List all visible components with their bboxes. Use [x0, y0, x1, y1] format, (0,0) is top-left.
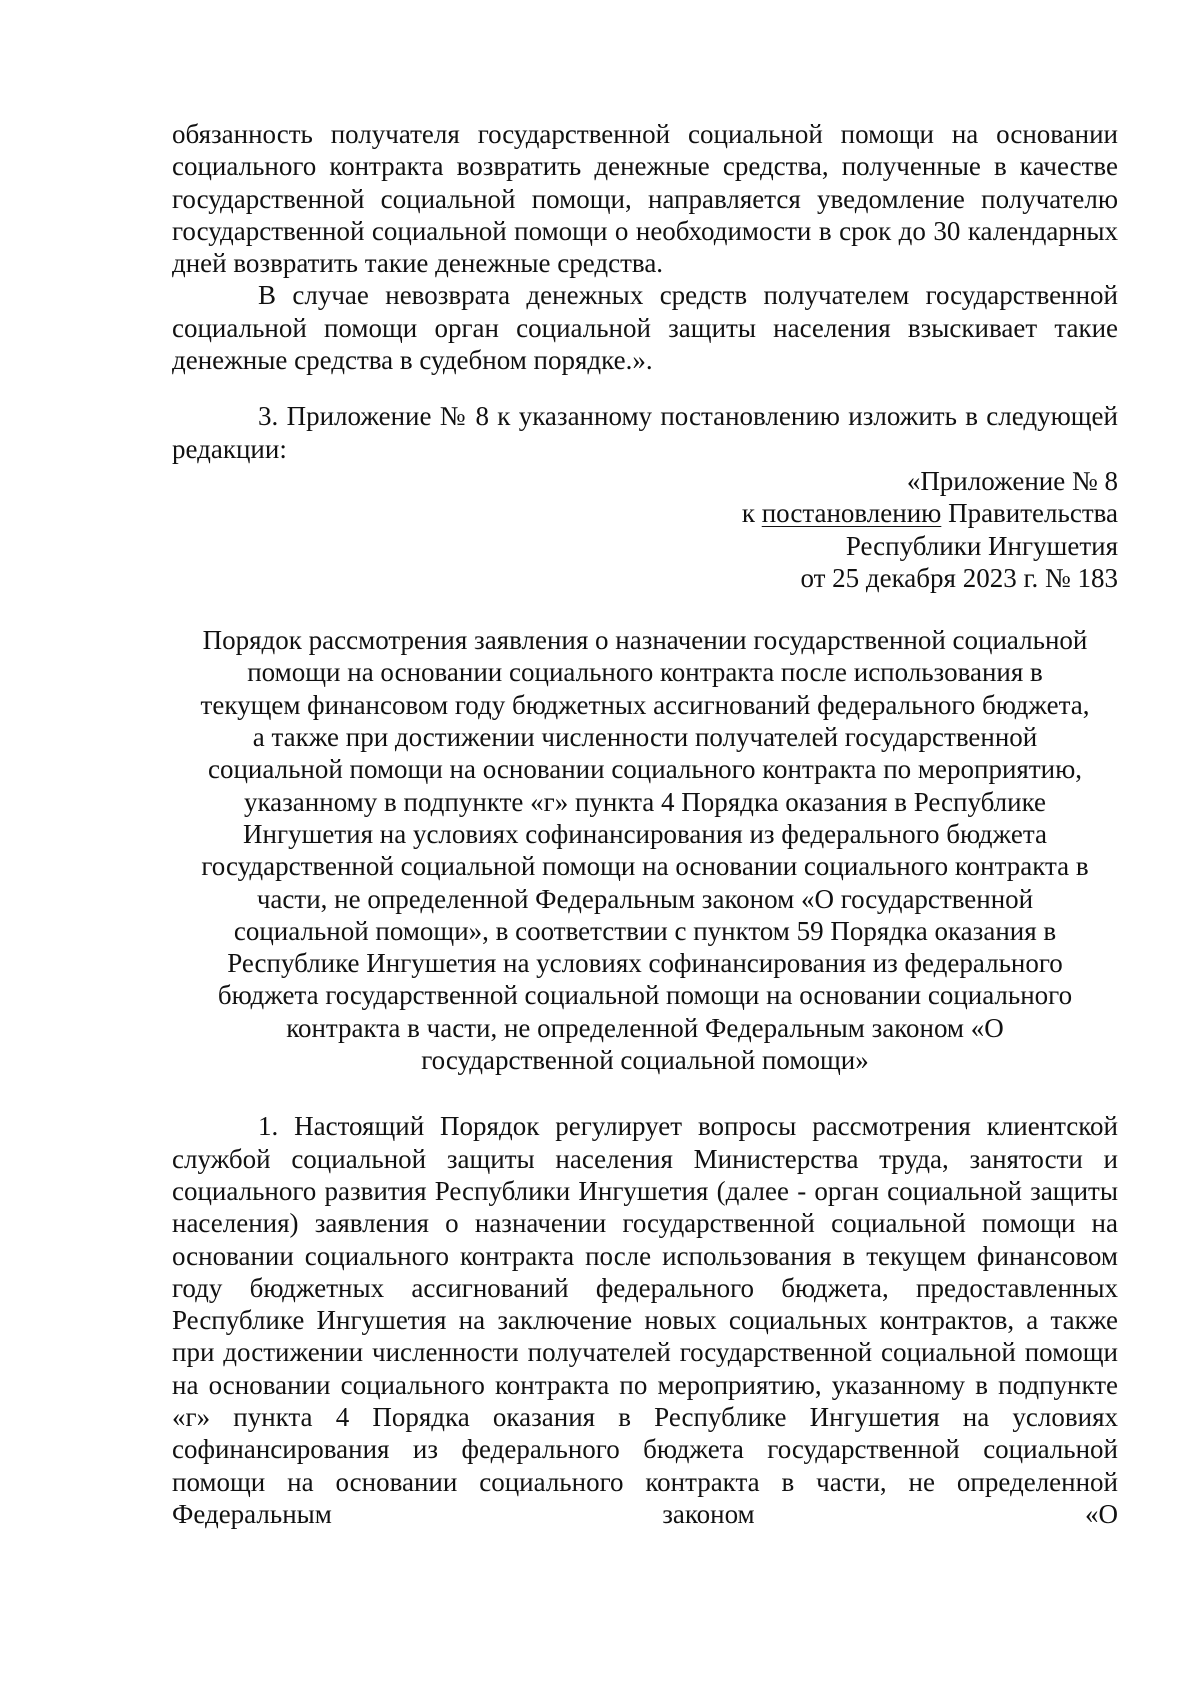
section-1-paragraph: 1. Настоящий Порядок регулирует вопросы рассмотрения клиентской службой социальной защиты населения Министерства труда, занятости и социального развития Республики Ингушетия (далее - орган социальной защиты населения) заявления о назначении государственной социальной помощи на основании социального контракта после использования в текущем финансовом году бюджетных ассигнований федерального бюджета, предоставленных Республике Ингушетия на заключение новых социальных контрактов, а также при достижении численности получателей государственной социальной помощи на основании социального контракта по мероприятию, указанному в подпункте «г» пункта 4 Порядка оказания в Республике Ингушетия на условиях софинансирования из федерального бюджета государственной социальной помощи на основании социального контракта в части, не определенной Федеральным законом «О: [172, 1111, 1118, 1529]
appendix-date: от 25 декабря 2023 г. № 183: [800, 562, 1118, 593]
paragraph-refund-notice: обязанность получателя государственной социальной помощи на основании социального контракта возвратить денежные средства, полученные в качестве государственной социальной помощи, направляется уведомление получателю государственной социальной помощи о необходимости в срок до 30 календарных дней возвратить такие денежные средства.: [172, 119, 1118, 279]
title-line: указанному в подпункте «г» пункта 4 Порядка оказания в Республике: [243, 786, 1047, 817]
title-line: Порядок рассмотрения заявления о назначении государственной социальной: [202, 625, 1088, 656]
title-line: государственной социальной помощи на основании социального контракта в: [201, 851, 1089, 882]
title-line: бюджета государственной социальной помощи на основании социального: [217, 980, 1073, 1011]
appendix-resolution-line: [172, 497, 1118, 529]
document-page: [172, 118, 1118, 1530]
title-line: контракта в части, не определенной Федеральным законом «О: [286, 1012, 1004, 1043]
appendix-number: «Приложение № 8: [906, 465, 1118, 496]
title-line: социальной помощи», в соответствии с пунктом 59 Порядка оказания в: [233, 915, 1057, 946]
title-line: Республике Ингушетия на условиях софинансирования из федерального: [227, 948, 1063, 979]
title-line: социальной помощи на основании социального контракта по мероприятию,: [208, 754, 1082, 785]
paragraph-court-recovery: В случае невозврата денежных средств получателем государственной социальной помощи орган социальной защиты населения взыскивает такие денежные средства в судебном порядке.».: [172, 280, 1118, 376]
appendix-prefix: к: [741, 498, 762, 529]
procedure-title: [172, 624, 1118, 1076]
title-line: а также при достижении численности получателей государственной: [252, 722, 1038, 753]
appendix-suffix: Правительства: [941, 498, 1118, 529]
spacer: [172, 376, 1118, 400]
appendix-republic: Республики Ингушетия: [845, 530, 1118, 561]
paragraph-appendix-8-amendment: 3. Приложение № 8 к указанному постановлению изложить в следующей редакции:: [172, 401, 1118, 464]
title-line: Ингушетия на условиях софинансирования из федерального бюджета: [243, 818, 1047, 849]
title-line: текущем финансовом году бюджетных ассигнований федерального бюджета,: [200, 689, 1090, 720]
title-line: части, не определенной Федеральным законом «О государственной: [256, 883, 1034, 914]
appendix-header: [172, 465, 1118, 594]
spacer: [172, 1076, 1118, 1110]
title-line: государственной социальной помощи»: [421, 1045, 869, 1076]
resolution-link[interactable]: постановлению: [761, 498, 942, 529]
title-line: помощи на основании социального контракта после использования в: [247, 657, 1043, 688]
